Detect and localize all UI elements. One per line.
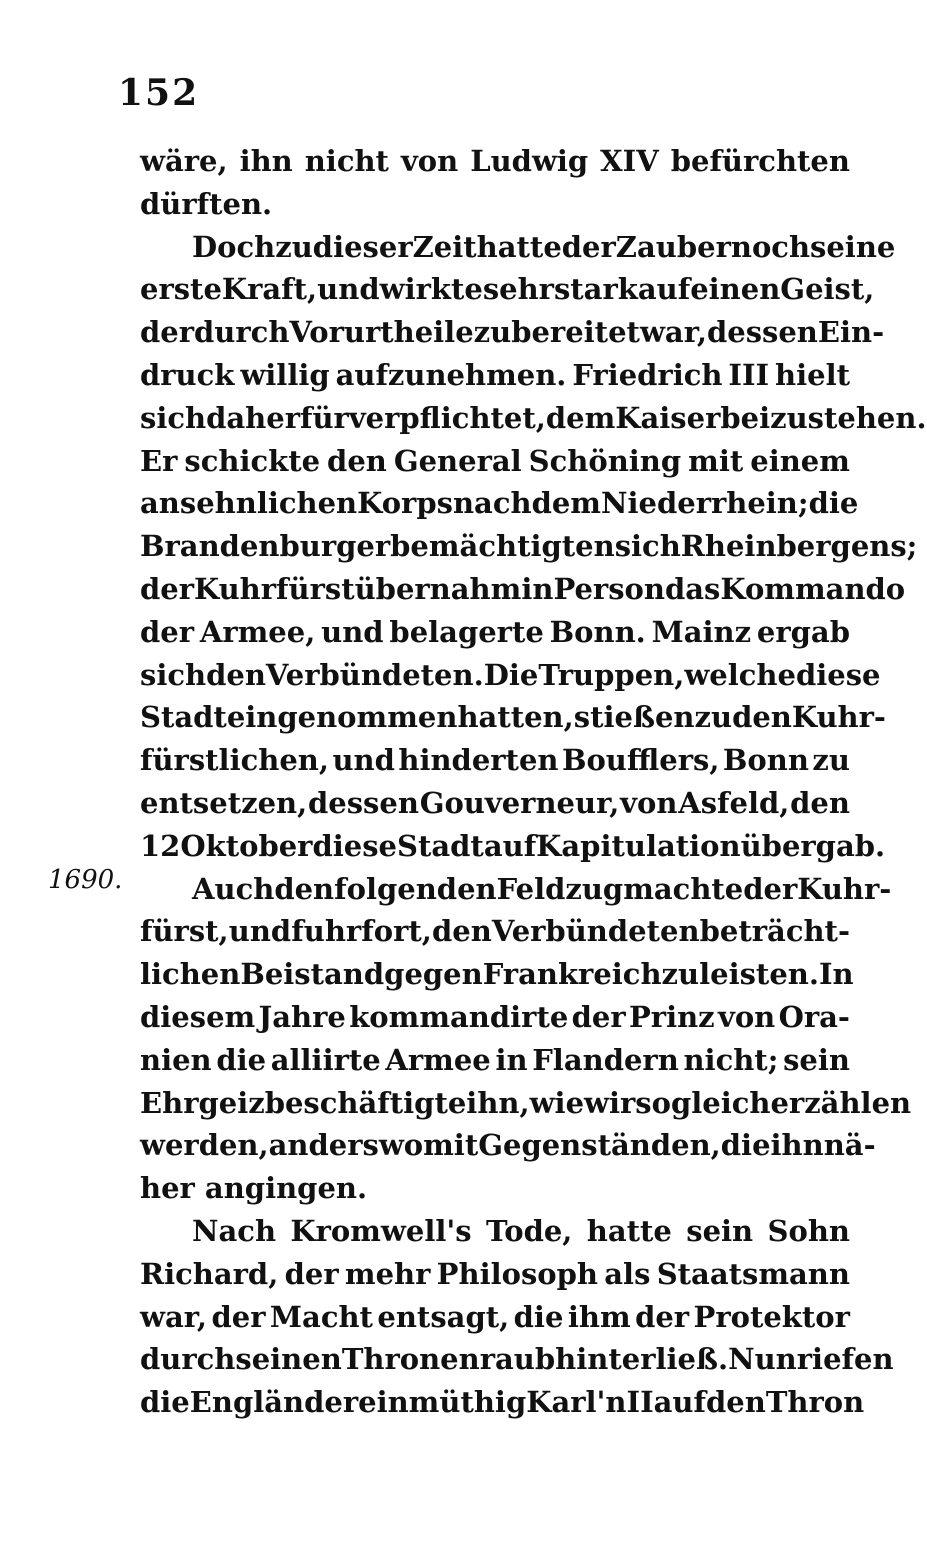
word: fürstlichen,	[140, 743, 329, 778]
word: alliirte	[270, 1042, 381, 1077]
word: den	[732, 700, 792, 735]
word: ihn	[239, 144, 293, 178]
word: die	[216, 1042, 267, 1077]
word: der	[571, 999, 626, 1034]
word: Brandenburger	[140, 529, 391, 564]
word: diesem	[140, 999, 256, 1034]
word: Oktober	[180, 828, 313, 863]
word: ansehnlichen	[140, 486, 358, 521]
word: übergab.	[740, 828, 886, 863]
word: Kuhr-	[797, 871, 892, 906]
body-text	[140, 140, 927, 1424]
word: willig	[240, 357, 330, 392]
word: zubereitet	[473, 315, 640, 350]
word: Thronenraub	[341, 1342, 556, 1377]
word: Armee	[385, 1042, 491, 1077]
word: welche	[684, 657, 796, 692]
word: beizustehen.	[720, 400, 927, 435]
word: seine	[810, 229, 896, 264]
text-line	[140, 397, 927, 440]
word: mit	[688, 443, 744, 478]
text-line	[140, 1039, 850, 1082]
word: hatten,	[457, 700, 574, 735]
word: entsetzen,	[140, 785, 308, 820]
word: mehr	[344, 1256, 431, 1291]
word: Staatsmann	[656, 1256, 850, 1291]
word: Gouverneur,	[419, 785, 620, 820]
word: machte	[623, 871, 744, 906]
word: Feldzug	[496, 871, 624, 906]
word: der	[284, 1256, 339, 1291]
word: Philosoph	[436, 1256, 598, 1291]
word: als	[604, 1256, 651, 1291]
text-line	[140, 1296, 850, 1339]
word: her	[140, 1171, 205, 1206]
word: und	[317, 272, 380, 307]
word: Kuhr-	[791, 700, 886, 735]
margin-year-note: 1690.	[48, 865, 123, 895]
word: und	[228, 914, 292, 949]
word: ihn,	[466, 1085, 530, 1120]
word: erzählen	[770, 1085, 912, 1120]
word: Kommando	[720, 571, 906, 606]
word: zu	[661, 957, 700, 992]
word: entsagt,	[377, 1299, 510, 1334]
word: erste	[140, 272, 222, 307]
word: Richard,	[140, 1256, 279, 1291]
word: General	[393, 443, 522, 478]
word: Kromwell's	[290, 1213, 472, 1248]
word: war,	[639, 315, 707, 350]
word: 12	[140, 828, 181, 863]
word: das	[664, 571, 721, 606]
word: Schöning	[528, 443, 682, 478]
word: Ora-	[778, 999, 850, 1034]
word: dieser	[312, 229, 413, 264]
word: dessen	[307, 785, 419, 820]
word: der	[743, 871, 798, 906]
word: beträcht-	[699, 914, 850, 949]
word: dem	[545, 400, 616, 435]
word: der	[140, 614, 195, 649]
text-line	[140, 825, 886, 868]
word: übernahm	[354, 571, 522, 606]
word: Zeit	[412, 229, 477, 264]
text-line	[140, 996, 850, 1039]
word: Ein-	[817, 315, 885, 350]
word: war,	[140, 1299, 208, 1334]
word: schickte	[184, 443, 321, 478]
word: ihn	[770, 1128, 824, 1163]
word: Frankreich	[482, 957, 662, 992]
word: Tode,	[485, 1213, 573, 1248]
word: Ludwig	[470, 144, 589, 178]
word: anderswo	[268, 1128, 424, 1163]
word: sein	[686, 1213, 754, 1248]
word: Rheinbergens;	[680, 529, 918, 564]
word: seinen	[235, 1342, 342, 1377]
text-line	[140, 482, 859, 525]
word: Verbündeten	[491, 914, 700, 949]
word: den	[274, 871, 335, 906]
word: folgenden	[334, 871, 497, 906]
word: Flandern	[532, 1042, 679, 1077]
word: fort,	[361, 914, 432, 949]
word: der	[635, 1299, 690, 1334]
word: belagerte	[389, 614, 544, 649]
word: den	[327, 443, 387, 478]
word: hatte	[476, 229, 562, 264]
word: befürchten	[670, 144, 850, 178]
word: fuhr	[291, 914, 362, 949]
word: eingenommen	[226, 700, 458, 735]
text-line	[140, 611, 850, 654]
word: III	[728, 357, 770, 392]
word: wie	[529, 1085, 585, 1120]
text-line	[140, 226, 896, 269]
text-line	[140, 140, 850, 183]
word: ihm	[567, 1299, 631, 1334]
word: die	[140, 1385, 190, 1420]
word: Mainz	[651, 614, 752, 649]
word: den	[790, 785, 850, 820]
word: sich	[140, 657, 207, 692]
word: dessen	[706, 315, 818, 350]
word: stießen	[573, 700, 695, 735]
text-line	[140, 739, 850, 782]
word: diese	[312, 828, 397, 863]
word: Macht	[269, 1299, 373, 1334]
word: den	[431, 914, 492, 949]
word: Vorurtheile	[289, 315, 474, 350]
word: sehr	[482, 272, 554, 307]
word: stark	[553, 272, 638, 307]
text-line	[140, 1167, 850, 1210]
word: dem	[531, 486, 601, 521]
word: sogleich	[635, 1085, 771, 1120]
word: Ehrgeiz	[140, 1085, 265, 1120]
word: nicht;	[683, 1042, 779, 1077]
word: aufzunehmen.	[335, 357, 567, 392]
word: Doch	[192, 229, 276, 264]
word: und	[321, 614, 384, 649]
word: einmüthig	[358, 1385, 527, 1420]
text-line	[140, 525, 918, 568]
word: Armee,	[199, 614, 316, 649]
word: Er	[140, 443, 178, 478]
word: hielt	[775, 357, 850, 392]
word: von	[717, 999, 776, 1034]
word: Protektor	[693, 1299, 850, 1334]
word: bemächtigten	[390, 529, 615, 564]
word: die	[513, 1299, 564, 1334]
word: druck	[140, 357, 235, 392]
word: der	[211, 1299, 266, 1334]
word: riefen	[796, 1342, 894, 1377]
word: der	[140, 315, 195, 350]
word: Boufflers,	[561, 743, 720, 778]
text-line	[140, 1253, 850, 1296]
word: Thron	[765, 1385, 865, 1420]
word: Kapitulation	[536, 828, 741, 863]
word: durch	[194, 315, 290, 350]
word: wir	[584, 1085, 636, 1120]
word: Karl'n	[526, 1385, 627, 1420]
text-line	[140, 568, 906, 611]
text-line	[140, 1381, 865, 1424]
text-line	[140, 311, 885, 354]
word: mit	[423, 1128, 479, 1163]
word: angingen.	[204, 1171, 368, 1206]
word: Friedrich	[572, 357, 723, 392]
word: Korps	[357, 486, 453, 521]
word: Asfeld,	[678, 785, 790, 820]
word: Kraft,	[221, 272, 318, 307]
word: leisten.	[699, 957, 819, 992]
word: auf	[637, 272, 691, 307]
text-line	[140, 696, 886, 739]
word: In	[818, 957, 854, 992]
word: in	[521, 571, 554, 606]
word: den	[706, 1385, 766, 1420]
word: Bonn	[722, 743, 809, 778]
word: lichen	[140, 957, 241, 992]
word: auf	[653, 1385, 706, 1420]
word: einen	[690, 272, 781, 307]
word: diese	[795, 657, 881, 692]
word: Truppen,	[538, 657, 685, 692]
word: daher	[206, 400, 300, 435]
word: nicht	[304, 144, 389, 178]
text-line	[140, 868, 892, 911]
word: hinderten	[398, 743, 559, 778]
word: den	[206, 657, 266, 692]
word: zu	[812, 743, 850, 778]
word: wirkte	[379, 272, 483, 307]
word: Stadt	[140, 700, 227, 735]
word: sein	[783, 1042, 850, 1077]
word: zu	[275, 229, 313, 264]
word: XIV	[600, 144, 659, 178]
word: verpflichtet,	[348, 400, 546, 435]
word: Prinz	[628, 999, 715, 1034]
word: Beistand	[240, 957, 385, 992]
word: Niederrhein;	[600, 486, 809, 521]
word: gegen	[384, 957, 483, 992]
word: der	[140, 571, 195, 606]
text-line	[140, 910, 850, 953]
word: Zauber	[615, 229, 731, 264]
word: nä-	[823, 1128, 876, 1163]
word: von	[400, 144, 459, 178]
word: durch	[140, 1342, 236, 1377]
word: wäre,	[140, 144, 228, 178]
word: Gegenständen,	[478, 1128, 721, 1163]
word: ergab	[756, 614, 850, 649]
word: sich	[614, 529, 681, 564]
word: hinterließ.	[555, 1342, 729, 1377]
word: beschäftigte	[264, 1085, 467, 1120]
word: zu	[694, 700, 733, 735]
word: Jahre	[258, 999, 346, 1034]
word: dürften.	[140, 186, 273, 221]
word: Kuhrfürst	[194, 571, 355, 606]
word: Geist,	[780, 272, 875, 307]
word: Engländer	[189, 1385, 359, 1420]
word: nach	[452, 486, 532, 521]
word: Nun	[728, 1342, 797, 1377]
text-line	[140, 654, 881, 697]
word: auf	[483, 828, 537, 863]
word: werden,	[140, 1128, 269, 1163]
word: Nach	[192, 1213, 277, 1248]
word: die	[720, 1128, 771, 1163]
word: Sohn	[767, 1213, 850, 1248]
text-line	[140, 782, 850, 825]
text-line	[140, 183, 850, 226]
word: Stadt	[397, 828, 484, 863]
word: Person	[553, 571, 665, 606]
word: fürst,	[140, 914, 229, 949]
word: die	[808, 486, 859, 521]
word: hatte	[586, 1213, 672, 1248]
word: Auch	[192, 871, 275, 906]
word: Die	[483, 657, 539, 692]
text-line	[140, 354, 850, 397]
text-line	[140, 268, 875, 311]
page-number: 152	[118, 72, 200, 114]
word: und	[332, 743, 395, 778]
text-line	[140, 1338, 894, 1381]
word: kommandirte	[349, 999, 569, 1034]
word: noch	[730, 229, 811, 264]
word: in	[495, 1042, 528, 1077]
word: Bonn.	[549, 614, 646, 649]
word: nien	[140, 1042, 212, 1077]
word: der	[561, 229, 616, 264]
text-line	[140, 1210, 850, 1253]
word: Kaiser	[615, 400, 721, 435]
word: von	[620, 785, 678, 820]
word: für	[299, 400, 349, 435]
text-line	[140, 440, 850, 483]
text-line	[140, 1124, 876, 1167]
word: sich	[140, 400, 207, 435]
word: Verbündeten.	[265, 657, 484, 692]
text-line	[140, 1082, 912, 1125]
word: II	[626, 1385, 654, 1420]
text-line	[140, 953, 854, 996]
word: einem	[750, 443, 850, 478]
